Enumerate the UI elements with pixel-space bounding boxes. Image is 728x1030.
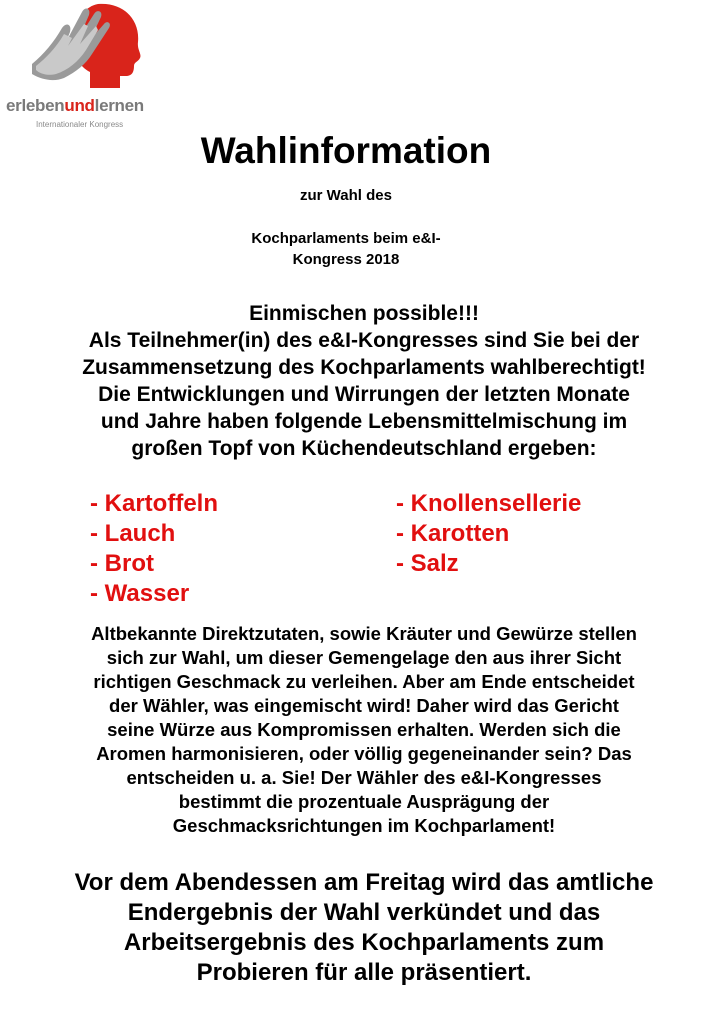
brand-right: lernen bbox=[94, 96, 144, 115]
body-line: Altbekannte Direktzutaten, sowie Kräuter und Gewürze stellen bbox=[91, 623, 637, 644]
ingredient-item: - Knollensellerie bbox=[396, 490, 582, 517]
ingredient-item: - Karotten bbox=[396, 520, 510, 547]
ingredients-list-left bbox=[90, 489, 218, 609]
subtitle-line: Kongress 2018 bbox=[292, 251, 400, 268]
closing-line: Endergebnis der Wahl verkündet und das bbox=[127, 899, 601, 926]
page-title: Wahlinformation bbox=[200, 130, 492, 171]
subtitle-line: Kochparlaments beim e&I- bbox=[251, 230, 441, 247]
brand-left: erleben bbox=[6, 96, 65, 115]
subtitle-line: zur Wahl des bbox=[300, 187, 392, 204]
ingredient-item: - Salz bbox=[396, 550, 459, 577]
brand-wordmark bbox=[6, 96, 144, 116]
ingredients-list-right bbox=[396, 489, 581, 579]
intro-line: großen Topf von Küchendeutschland ergeben: bbox=[131, 437, 597, 460]
intro-line: Die Entwicklungen und Wirrungen der letzten Monate bbox=[98, 383, 630, 406]
ingredient-item: - Wasser bbox=[90, 580, 190, 607]
brand-subtitle: Internationaler Kongress bbox=[36, 120, 124, 129]
closing-line: Probieren für alle präsentiert. bbox=[196, 959, 532, 986]
body-line: seine Würze aus Kompromissen erhalten. Werden sich die bbox=[107, 719, 621, 740]
closing-line: Arbeitsergebnis des Kochparlaments zum bbox=[123, 929, 605, 956]
body-line: der Wähler, was eingemischt wird! Daher wird das Gericht bbox=[109, 695, 619, 716]
ingredient-item: - Brot bbox=[90, 550, 154, 577]
ingredient-item: - Lauch bbox=[90, 520, 176, 547]
intro-paragraph bbox=[0, 300, 728, 462]
closing-line: Vor dem Abendessen am Freitag wird das amtliche bbox=[74, 869, 654, 896]
event-logo bbox=[6, 2, 166, 132]
intro-line: Als Teilnehmer(in) des e&I-Kongresses sind Sie bei der bbox=[88, 329, 640, 352]
body-line: entscheiden u. a. Sie! Der Wähler des e&I-Kongresses bbox=[126, 767, 602, 788]
brand-mid: und bbox=[64, 96, 95, 115]
body-line: sich zur Wahl, um dieser Gemengelage den aus ihrer Sicht bbox=[106, 647, 622, 668]
body-paragraph bbox=[0, 622, 728, 838]
closing-paragraph bbox=[0, 868, 728, 988]
body-line: Aromen harmonisieren, oder völlig gegeneinander sein? Das bbox=[96, 743, 632, 764]
intro-line: Einmischen possible!!! bbox=[249, 302, 479, 325]
ingredient-item: - Kartoffeln bbox=[90, 490, 218, 517]
hand-head-icon bbox=[28, 2, 143, 94]
body-line: bestimmt die prozentuale Ausprägung der bbox=[178, 791, 550, 812]
intro-line: und Jahre haben folgende Lebensmittelmischung im bbox=[100, 410, 628, 433]
intro-line: Zusammensetzung des Kochparlaments wahlberechtigt! bbox=[82, 356, 646, 379]
body-line: richtigen Geschmack zu verleihen. Aber am Ende entscheidet bbox=[93, 671, 635, 692]
body-line: Geschmacksrichtungen im Kochparlament! bbox=[172, 815, 556, 836]
